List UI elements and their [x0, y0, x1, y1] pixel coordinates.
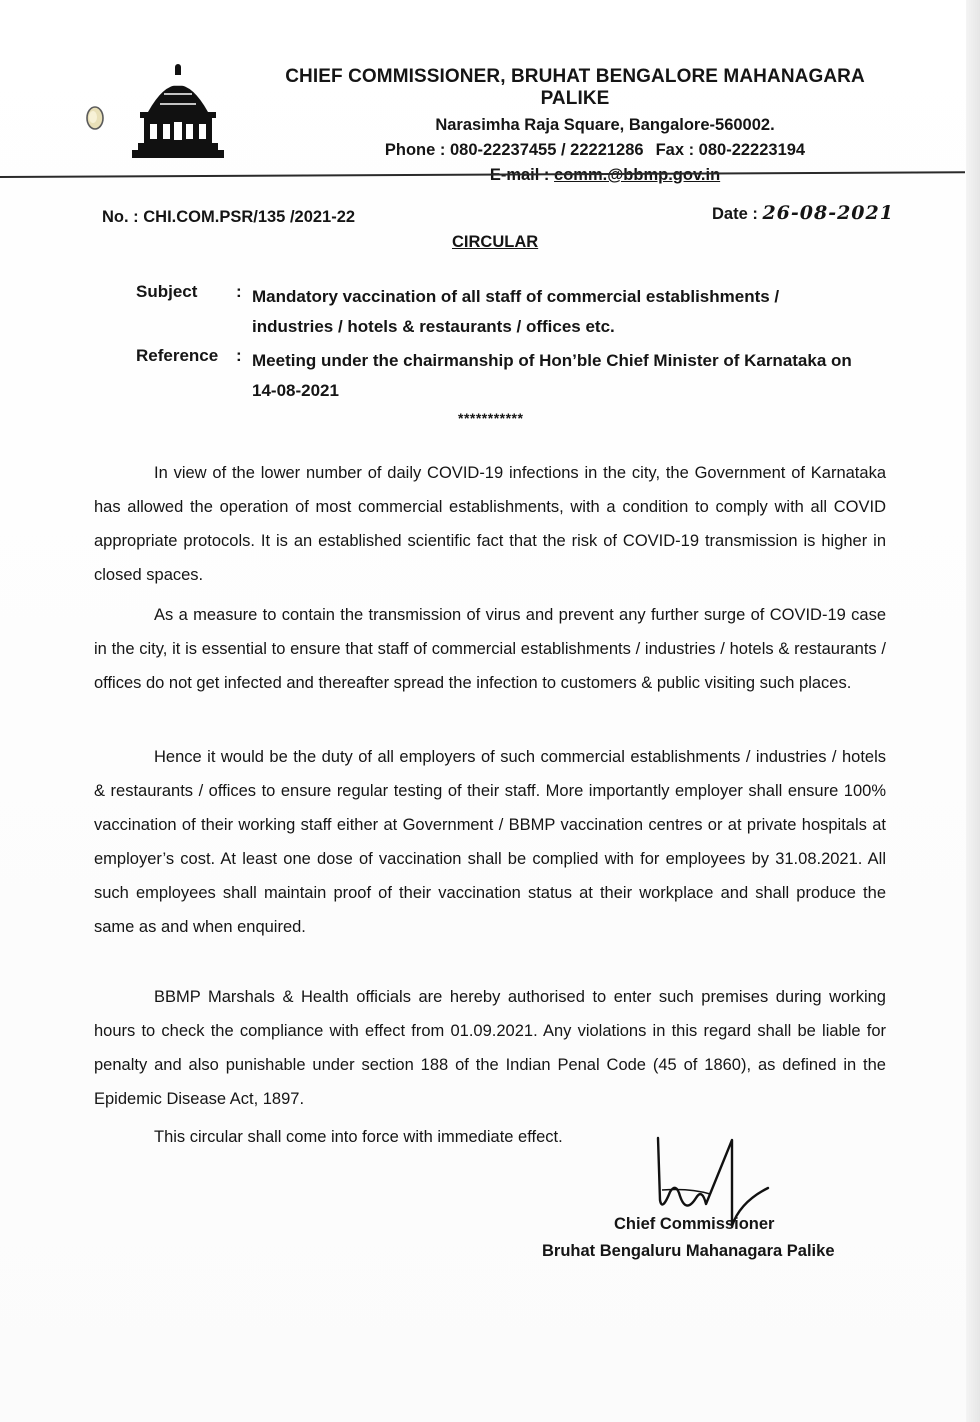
letterhead [250, 66, 900, 185]
bbmp-emblem-logo [128, 64, 228, 160]
email-link[interactable]: comm.@bbmp.gov.in [554, 166, 721, 184]
letterhead-title: CHIEF COMMISSIONER, BRUHAT BENGALORE MAHANAGARA PALIKE [285, 66, 865, 109]
paragraph-text: Hence it would be the duty of all employers of such commercial establishments / industries / hotels & restaurants / offices to ensure regular testing of their staff. More importantly employer shall ensure 100% vaccination of their working staff either at Government / BBMP vaccination centres or at private hospitals at employer’s cost. At least one dose of vaccination shall be complied with for employees by 31.08.2021. All such employees shall maintain proof of their vaccination status at their workplace and shall produce the same as and when enquired. [94, 748, 886, 936]
reference-text: Meeting under the chairmanship of Hon’ble Chief Minister of Karnataka on 14-08-2021 [252, 351, 852, 400]
reference-colon: : [236, 346, 242, 365]
separator-stars: *********** [458, 410, 524, 426]
paragraph-text: BBMP Marshals & Health officials are hereby authorised to enter such premises during working hours to check the compliance with effect from 01.09.2021. Any violations in this regard shall be liable for penalty and also punishable under section 188 of the Indian Penal Code (45 of 1860), as defined in the Epidemic Disease Act, 1897. [94, 988, 886, 1108]
paragraph-text: As a measure to contain the transmission of virus and prevent any further surge of COVID-19 case in the city, it is essential to ensure that staff of commercial establishments / industries / hotels & restaurants / offices do not get infected and thereafter spread the infection to customers & public visiting such places. [94, 606, 886, 692]
reference-label: Reference [136, 346, 219, 365]
email-label: E-mail : [489, 166, 550, 184]
paragraph-text: In view of the lower number of daily COVID-19 infections in the city, the Government of Karnataka has allowed the operation of most commercial establishments, with a condition to comply with all COVID appropriate protocols. It is an established scientific fact that the risk of COVID-19 transmission is higher in closed spaces. [94, 464, 886, 584]
date-label: Date : [712, 205, 758, 223]
subject-text: Mandatory vaccination of all staff of commercial establishments / industries / hotels & restaurants / offices etc. [252, 287, 780, 336]
letterhead-phone: Phone : 080-22237455 / 22221286 [384, 141, 644, 159]
subject-label: Subject [136, 282, 198, 301]
paragraph-3 [94, 740, 886, 944]
paragraph-1 [94, 456, 886, 592]
letterhead-address: Narasimha Raja Square, Bangalore-560002. [435, 116, 775, 134]
signatory-organization: Bruhat Bengaluru Mahanagara Palike [542, 1242, 835, 1260]
reference-number: No. : CHI.COM.PSR/135 /2021-22 [102, 208, 356, 226]
page-edge [966, 0, 980, 1422]
punch-hole [84, 104, 106, 132]
paragraph-4 [94, 980, 886, 1116]
letterhead-contact [250, 141, 900, 160]
paragraph-text: This circular shall come into force with immediate effect. [154, 1128, 563, 1146]
subject-colon: : [236, 282, 242, 301]
signatory-designation: Chief Commissioner [614, 1215, 775, 1233]
handwritten-date: 26-08-2021 [762, 202, 894, 224]
paragraph-2 [94, 598, 886, 700]
date-line [712, 202, 894, 224]
circular-heading: CIRCULAR [452, 233, 539, 251]
letterhead-fax: Fax : 080-22223194 [655, 141, 806, 159]
